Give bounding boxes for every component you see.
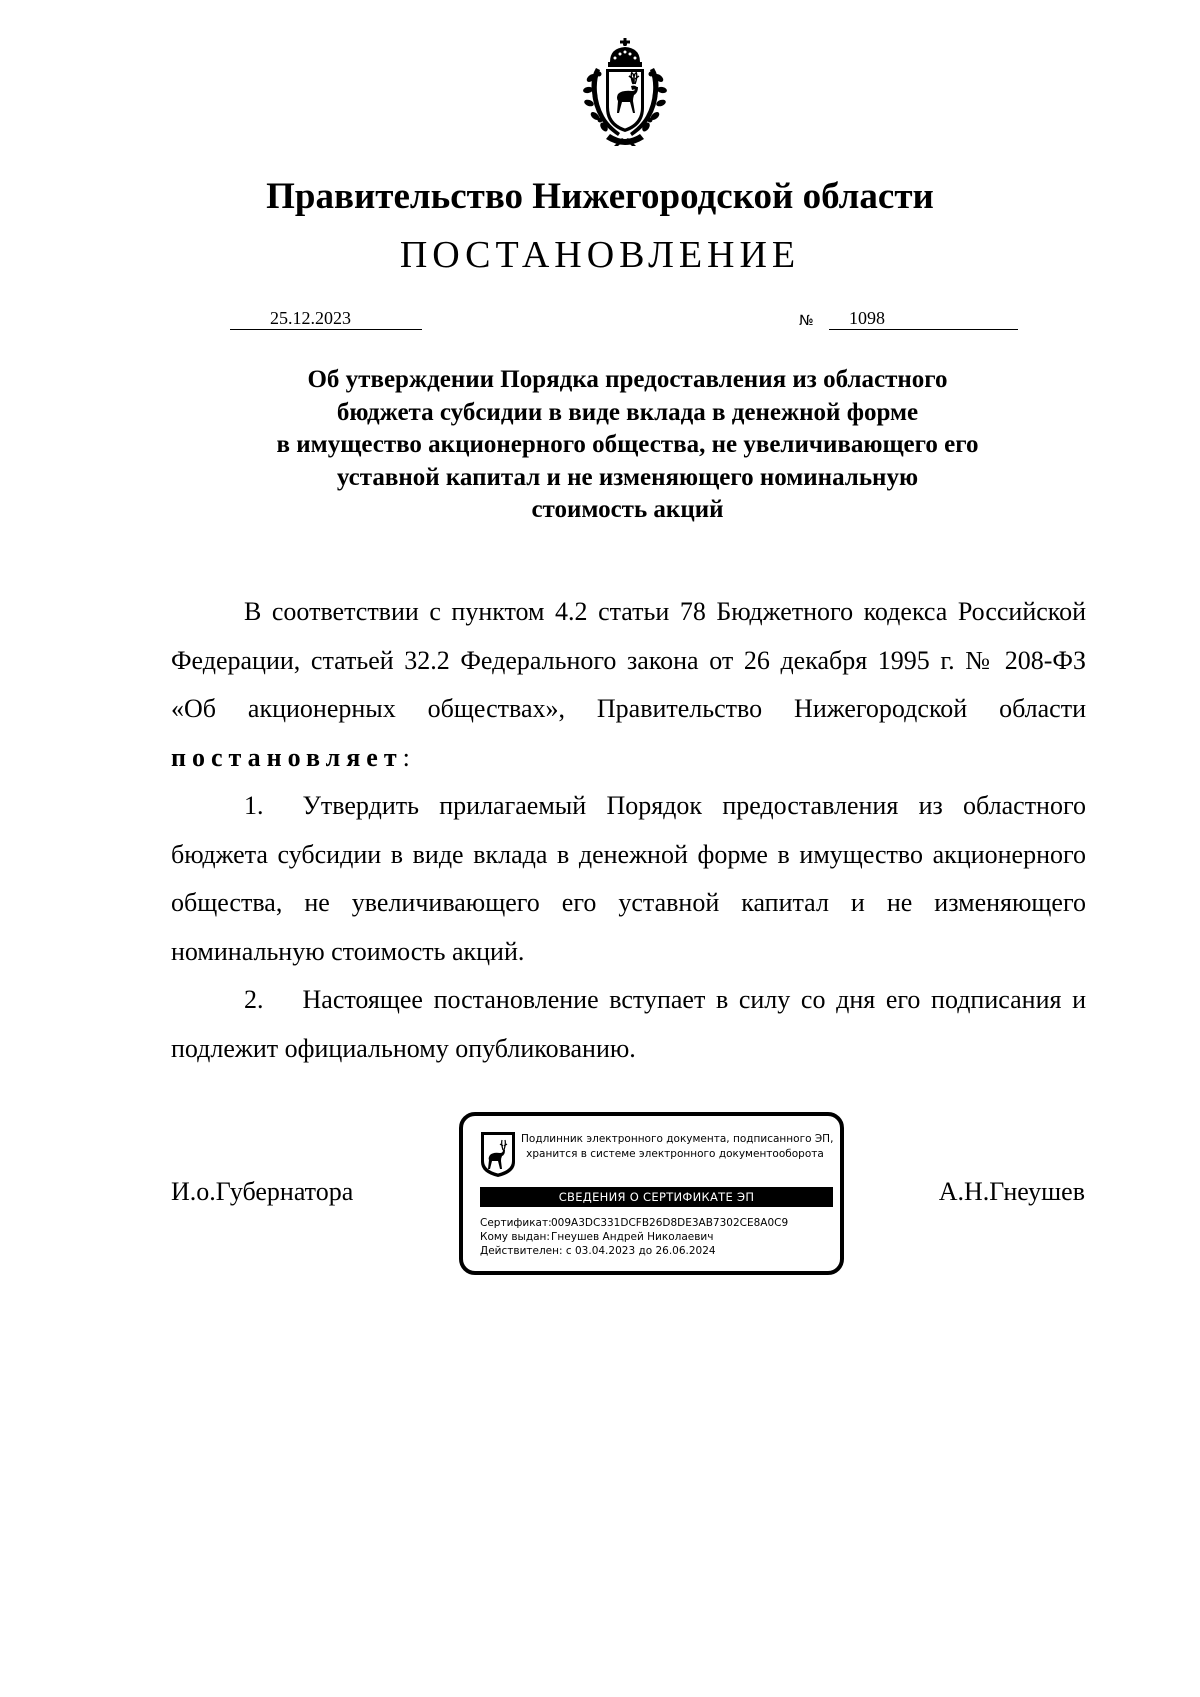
certificate-value: 009A3DC331DCFB26D8DE3AB7302CE8A0C9 [551,1217,789,1229]
document-date: 25.12.2023 [230,307,422,330]
certificate-label: Сертификат: [480,1217,552,1229]
subject-line: стоимость акций [531,496,724,523]
signatory-name: А.Н.Гнеушев [938,1177,1085,1206]
number-sign: № [799,313,814,329]
region-emblem-icon [479,1130,517,1178]
issued-to-label: Кому выдан: [480,1231,550,1243]
preamble-text: В соответствии с пунктом 4.2 статьи 78 Бюджетного кодекса Российской Федерации, статьей 32.2 Федерального закона от 26 декабря 1995 г. № 208-ФЗ «Об акционерных обществах», Правительство Нижегородской области [171,597,1086,723]
item-1-paragraph: 1. Утвердить прилагаемый Порядок предоставления из областного бюджета субсидии в виде вклада в денежной форме в имущество акционерного общества, не увеличивающего его уставной капитал и не изменяющего номинальную стоимость акций. [171,791,1086,966]
document-type: ПОСТАНОВЛЕНИЕ [399,234,801,276]
stamp-line: хранится в системе электронного документооборота [526,1148,824,1160]
subject-line: бюджета субсидии в виде вклада в денежной форме [336,398,919,426]
issued-to-value: Гнеушев Андрей Николаевич [551,1231,714,1243]
preamble-paragraph [171,588,1086,782]
item-2-paragraph: 2. Настоящее постановление вступает в силу со дня его подписания и подлежит официальному опубликованию. [171,985,1086,1063]
preamble-colon: : [402,742,410,772]
valid-label: Действителен: [480,1245,563,1257]
issued-to-row [480,1230,840,1244]
stamp-line: Подлинник электронного документа, подписанного ЭП, [521,1133,834,1145]
stamp-header [521,1132,834,1162]
coat-of-arms-icon [582,38,668,146]
document-body [171,588,1086,1073]
certificate-details [480,1216,840,1258]
signatory-title: И.о.Губернатора [171,1177,354,1206]
subject-line: уставной капитал и не изменяющего номинальную [336,463,919,491]
electronic-signature-stamp [459,1112,844,1275]
subject-line: Об утверждении Порядка предоставления из областного [307,366,948,393]
certificate-info-bar: СВЕДЕНИЯ О СЕРТИФИКАТЕ ЭП [480,1187,833,1207]
valid-value: с 03.04.2023 до 26.06.2024 [565,1245,716,1257]
subject-line: в имущество акционерного общества, не увеличивающего его [276,431,979,458]
certificate-row [480,1216,840,1230]
resolution-verb: постановляет [171,742,403,772]
document-number: 1098 [829,307,1018,330]
valid-row [480,1244,840,1258]
government-title: Правительство Нижегородской области [266,176,934,217]
document-subject [200,364,1055,527]
